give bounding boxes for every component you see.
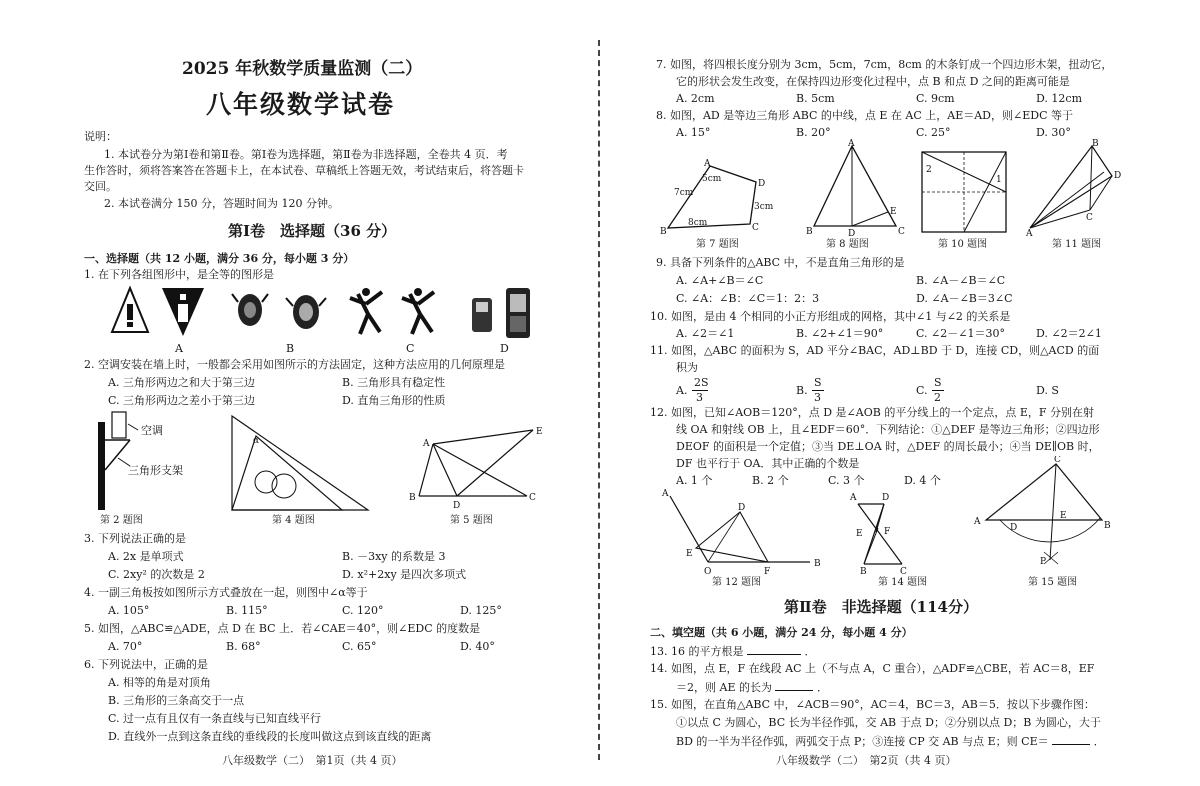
- q11-option-c-prefix: C.: [916, 384, 928, 397]
- q11-option-a-num: 2S: [694, 376, 709, 389]
- q12-stem-line4: DF 也平行于 OA．其中正确的个数是: [676, 457, 860, 470]
- q8-option-a: A. 15°: [676, 126, 711, 139]
- svg-text:B: B: [409, 493, 416, 503]
- q3-stem: 3. 下列说法正确的是: [84, 532, 186, 545]
- q9-stem: 9. 具备下列条件的△ABC 中，不是直角三角形的是: [656, 256, 905, 269]
- q2-option-a: A. 三角形两边之和大于第三边: [108, 376, 255, 389]
- notes-label: 说明：: [84, 130, 117, 143]
- q9-option-a: A. ∠A+∠B＝∠C: [676, 274, 764, 287]
- q12-option-b: B. 2 个: [752, 474, 789, 487]
- part2-title: 第Ⅱ卷 非选择题（114分）: [784, 598, 978, 616]
- section-1-heading: 一、选择题（共 12 小题，满分 36 分，每小题 3 分）: [84, 252, 355, 265]
- q8-option-c: C. 25°: [916, 126, 951, 139]
- fig14-caption: 第 14 题图: [878, 577, 928, 588]
- q15-stem-line1: 15. 如图，在直角△ABC 中，∠ACB＝90°，AC＝4，BC＝3，AB＝5．按以下步骤作图：: [650, 698, 1095, 711]
- svg-text:A: A: [423, 439, 430, 449]
- q1-figure-d: [472, 288, 530, 338]
- figure-8: [804, 138, 914, 238]
- q1-figure-b: [232, 294, 326, 329]
- q11-option-a-den: 3: [696, 391, 703, 404]
- q6-option-b: B. 三角形的三条高交于一点: [108, 694, 245, 707]
- svg-text:A: A: [1026, 229, 1033, 238]
- svg-text:A: A: [848, 139, 855, 149]
- svg-text:E: E: [1060, 511, 1067, 521]
- q2-option-c: C. 三角形两边之差小于第三边: [108, 394, 256, 407]
- q14-text: ＝2，则 AE 的长为: [676, 681, 772, 694]
- svg-text:B: B: [660, 227, 667, 237]
- q4-option-b: B. 115°: [226, 604, 268, 617]
- fig2-bracket-label: 三角形支架: [128, 464, 183, 477]
- q6-option-c: C. 过一点有且仅有一条直线与已知直线平行: [108, 712, 322, 725]
- svg-text:A: A: [850, 493, 857, 503]
- fig4-alpha: α: [253, 436, 260, 446]
- fig2-ac-label: 空调: [141, 424, 163, 437]
- q5-option-c: C. 65°: [342, 640, 377, 653]
- q3-option-b: B. －3xy 的系数是 3: [342, 550, 446, 563]
- svg-text:A: A: [704, 159, 711, 169]
- fig7-len-5: 5cm: [702, 174, 722, 184]
- svg-text:B: B: [1104, 521, 1111, 531]
- q10-option-d: D. ∠2＝2∠1: [1036, 327, 1102, 340]
- q11-option-b-num: S: [814, 376, 822, 389]
- footer-right: 八年级数学（二） 第2页（共 4 页）: [776, 754, 957, 767]
- svg-text:B: B: [860, 567, 867, 576]
- fig7-len-7: 7cm: [674, 188, 694, 198]
- q14-stem-line1: 14. 如图，点 E，F 在线段 AC 上（不与点 A，C 重合），△ADF≌△CBE，若 AC＝8，EF: [650, 662, 1095, 675]
- svg-text:A: A: [974, 517, 981, 527]
- q4-option-c: C. 120°: [342, 604, 384, 617]
- svg-text:E: E: [890, 207, 897, 217]
- q12-stem-line1: 12. 如图，已知∠AOB＝120°，点 D 是∠AOB 的平分线上的一个定点，点 E，F 分别在射: [650, 406, 1094, 419]
- svg-text:C: C: [1086, 213, 1093, 223]
- q11-stem-line2: 积为: [676, 361, 698, 374]
- figure-14: [844, 488, 944, 576]
- q7-option-d: D. 12cm: [1036, 92, 1083, 105]
- note-1c: 交回。: [84, 180, 117, 193]
- q9-option-c: C. ∠A：∠B：∠C＝1：2：3: [676, 292, 820, 305]
- q6-option-a: A. 相等的角是对顶角: [108, 676, 211, 689]
- figure-15: [970, 456, 1120, 576]
- svg-text:E: E: [686, 549, 693, 559]
- q3-option-d: D. x²+2xy 是四次多项式: [342, 568, 467, 581]
- note-1a: 1. 本试卷分为第Ⅰ卷和第Ⅱ卷。第Ⅰ卷为选择题，第Ⅱ卷为非选择题，全卷共 4 页．考: [104, 148, 508, 161]
- q13-tail: ．: [804, 645, 816, 658]
- fig7-caption: 第 7 题图: [696, 239, 739, 250]
- svg-text:C: C: [1054, 456, 1061, 465]
- fig4-caption: 第 4 题图: [272, 515, 315, 526]
- q7-option-a: A. 2cm: [676, 92, 715, 105]
- figure-10: [920, 150, 1010, 234]
- q2-option-d: D. 直角三角形的性质: [342, 394, 446, 407]
- q5-option-d: D. 40°: [460, 640, 495, 653]
- exam-title: 2025 年秋数学质量监测（二）: [182, 59, 423, 79]
- svg-text:C: C: [900, 567, 907, 576]
- q15-stem-line2: ①以点 C 为圆心，BC 长为半径作弧，交 AB 于点 D；②分别以点 D；B 为圆心，大于: [676, 716, 1101, 729]
- svg-text:2: 2: [926, 165, 932, 175]
- q10-option-c: C. ∠2－∠1＝30°: [916, 327, 1005, 340]
- q10-option-b: B. ∠2+∠1＝90°: [796, 327, 884, 340]
- q12-stem-line3: DEOF 的面积是一个定值；③当 DE⊥OA 时，△DEF 的周长最小；④当 DE∥OB 时，: [676, 440, 1100, 453]
- q5-option-a: A. 70°: [108, 640, 143, 653]
- fig10-caption: 第 10 题图: [938, 239, 988, 250]
- q12-option-a: A. 1 个: [676, 474, 713, 487]
- svg-text:C: C: [898, 227, 905, 237]
- svg-text:P: P: [1040, 557, 1047, 567]
- svg-text:E: E: [856, 529, 863, 539]
- fig2-caption: 第 2 题图: [100, 515, 143, 526]
- svg-text:A: A: [662, 489, 669, 499]
- q7-stem-line2: 它的形状会发生改变，在保持四边形变化过程中，点 B 和点 D 之间的距离可能是: [676, 75, 1070, 88]
- figure-4: [222, 412, 372, 512]
- svg-text:C: C: [529, 493, 536, 503]
- q4-stem: 4. 一副三角板按如图所示方式叠放在一起，则图中∠α等于: [84, 586, 368, 599]
- svg-text:D: D: [738, 503, 746, 513]
- q15-tail: ．: [1093, 735, 1105, 748]
- svg-text:D: D: [1114, 171, 1122, 181]
- q1-figure-a2: [162, 288, 204, 336]
- svg-text:D: D: [453, 501, 461, 511]
- q2-stem: 2. 空调安装在墙上时，一般都会采用如图所示的方法固定，这种方法应用的几何原理是: [84, 358, 505, 371]
- q1-label-a: A: [175, 342, 183, 355]
- q8-option-b: B. 20°: [796, 126, 831, 139]
- figure-11: [1026, 138, 1126, 238]
- svg-text:O: O: [704, 567, 712, 576]
- q1-label-c: C: [406, 342, 415, 355]
- part1-title: 第Ⅰ卷 选择题（36 分）: [228, 222, 397, 240]
- svg-text:F: F: [764, 567, 771, 576]
- fig5-caption: 第 5 题图: [450, 515, 493, 526]
- svg-text:D: D: [882, 493, 890, 503]
- q1-figures: [110, 284, 540, 344]
- q13-text: 13. 16 的平方根是: [650, 645, 744, 658]
- exam-subtitle: 八年级数学试卷: [206, 90, 396, 119]
- svg-text:D: D: [758, 179, 766, 189]
- q9-option-b: B. ∠A－∠B＝∠C: [916, 274, 1006, 287]
- section-2-heading: 二、填空题（共 6 小题，满分 24 分，每小题 4 分）: [650, 626, 913, 639]
- q8-stem: 8. 如图，AD 是等边三角形 ABC 的中线，点 E 在 AC 上，AE＝AD，则∠EDC 等于: [656, 109, 1073, 122]
- fig7-len-3: 3cm: [754, 202, 774, 212]
- q7-stem-line1: 7. 如图，将四根长度分别为 3cm，5cm，7cm，8cm 的木条钉成一个四边形木架，扭动它，: [656, 58, 1113, 71]
- svg-text:C: C: [752, 223, 759, 233]
- q15-answer-blank: [1052, 734, 1090, 745]
- q5-option-b: B. 68°: [226, 640, 261, 653]
- q6-stem: 6. 下列说法中，正确的是: [84, 658, 208, 671]
- q8-option-d: D. 30°: [1036, 126, 1071, 139]
- q11-option-c-den: 2: [934, 391, 941, 404]
- q2-option-b: B. 三角形具有稳定性: [342, 376, 446, 389]
- q14-stem-line2: [676, 680, 828, 695]
- q3-option-a: A. 2x 是单项式: [108, 550, 184, 563]
- q1-figure-c: [350, 288, 434, 334]
- q1-label-d: D: [500, 342, 509, 355]
- q4-option-a: A. 105°: [108, 604, 150, 617]
- q11-option-a-prefix: A.: [676, 384, 688, 397]
- q3-option-c: C. 2xy² 的次数是 2: [108, 568, 205, 581]
- q11-option-b-den: 3: [814, 391, 821, 404]
- q10-option-a: A. ∠2＝∠1: [676, 327, 735, 340]
- q14-answer-blank: [775, 680, 813, 691]
- svg-text:B: B: [1092, 139, 1099, 149]
- q9-option-d: D. ∠A－∠B＝3∠C: [916, 292, 1013, 305]
- q13-stem: [650, 644, 815, 659]
- q11-option-c-num: S: [934, 376, 942, 389]
- svg-text:B: B: [806, 227, 813, 237]
- q1-stem: 1. 在下列各组图形中，是全等的图形是: [84, 268, 274, 281]
- q15-text: BD 的一半为半径作弧，两弧交于点 P；③连接 CP 交 AB 与点 E；则 CE＝: [676, 735, 1049, 748]
- svg-text:E: E: [536, 427, 543, 437]
- q15-stem-line3: [676, 734, 1105, 749]
- note-2: 2. 本试卷满分 150 分，答题时间为 120 分钟。: [104, 197, 339, 210]
- q14-tail: ．: [816, 681, 828, 694]
- fig15-caption: 第 15 题图: [1028, 577, 1078, 588]
- q12-stem-line2: 线 OA 和射线 OB 上，且∠EDF＝60°．下列结论：①△DEF 是等边三角形；②四边形: [676, 423, 1100, 436]
- note-1b: 生作答时，须将答案答在答题卡上，在本试卷、草稿纸上答题无效，考试结束后，将答题卡: [84, 164, 524, 177]
- svg-text:1: 1: [996, 175, 1002, 185]
- q11-option-d: D. S: [1036, 384, 1059, 397]
- q12-option-d: D. 4 个: [904, 474, 941, 487]
- q10-stem: 10. 如图，是由 4 个相同的小正方形组成的网格，其中∠1 与∠2 的关系是: [650, 310, 1011, 323]
- q11-option-b-prefix: B.: [796, 384, 808, 397]
- figure-5: [405, 422, 545, 512]
- q7-option-c: C. 9cm: [916, 92, 955, 105]
- q4-option-d: D. 125°: [460, 604, 502, 617]
- page-2: [600, 0, 1200, 786]
- q1-figure-a: [112, 288, 148, 332]
- svg-text:B: B: [814, 559, 821, 569]
- q12-option-c: C. 3 个: [828, 474, 865, 487]
- q7-option-b: B. 5cm: [796, 92, 835, 105]
- svg-text:F: F: [884, 527, 891, 537]
- svg-text:D: D: [1010, 523, 1018, 533]
- fig11-caption: 第 11 题图: [1052, 239, 1102, 250]
- q5-stem: 5. 如图，△ABC≌△ADE，点 D 在 BC 上．若∠CAE＝40°，则∠EDC 的度数是: [84, 622, 481, 635]
- fig12-caption: 第 12 题图: [712, 577, 762, 588]
- q1-label-b: B: [286, 342, 295, 355]
- footer-left: 八年级数学（二） 第1页（共 4 页）: [222, 754, 403, 767]
- q13-answer-blank: [747, 644, 801, 655]
- fig8-caption: 第 8 题图: [826, 239, 869, 250]
- fig7-len-8: 8cm: [688, 218, 708, 228]
- q11-stem-line1: 11. 如图，△ABC 的面积为 S，AD 平分∠BAC，AD⊥BD 于 D，连接 CD，则△ACD 的面: [650, 344, 1100, 357]
- q6-option-d: D. 直线外一点到这条直线的垂线段的长度叫做这点到该直线的距离: [108, 730, 432, 743]
- svg-text:D: D: [848, 229, 856, 238]
- figure-12: [660, 488, 830, 576]
